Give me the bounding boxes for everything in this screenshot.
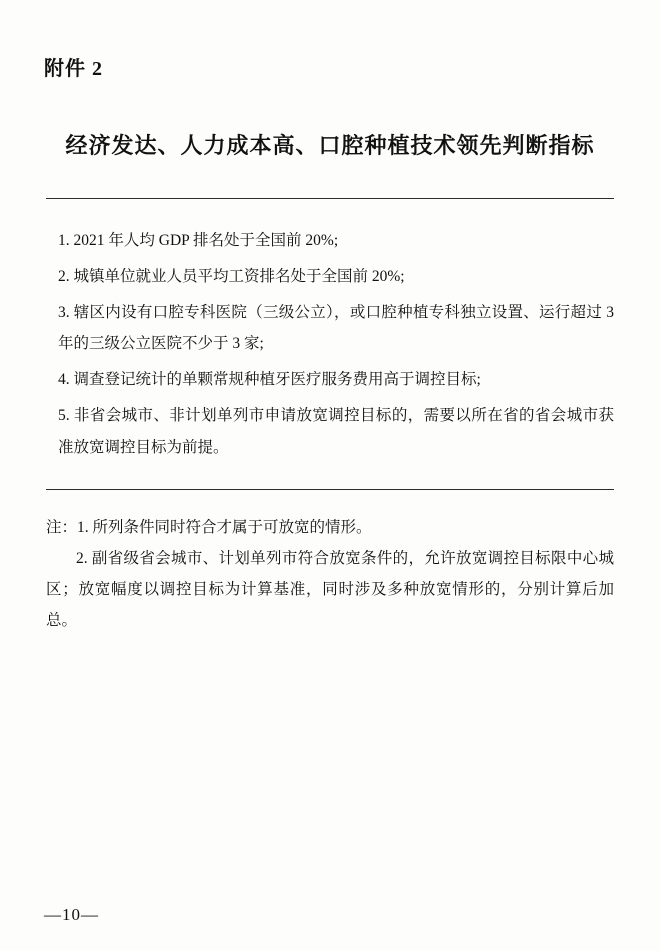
- page-number: —10—: [44, 905, 99, 924]
- list-item: 2. 城镇单位就业人员平均工资排名处于全国前 20%;: [58, 267, 405, 285]
- divider-top: [46, 198, 614, 199]
- page-title: 经济发达、人力成本高、口腔种植技术领先判断指标: [65, 133, 595, 158]
- divider-bottom: [46, 489, 614, 490]
- note-line-2: 2. 副省级省会城市、计划单列市符合放宽条件的，允许放宽调控目标限中心城区；放宽幅度以调控目标为计算基准，同时涉及多种放宽情形的，分别计算后加总。: [46, 550, 614, 630]
- attachment-label: 附件 2: [44, 58, 103, 80]
- criteria-list: [44, 225, 616, 463]
- notes-section: [44, 512, 616, 636]
- list-item: 5. 非省会城市、非计划单列市申请放宽调控目标的，需要以所在省的省会城市获准放宽调控目标为前提。: [58, 406, 614, 456]
- note-line-1: 注：1. 所列条件同时符合才属于可放宽的情形。: [46, 519, 372, 537]
- list-item: 3. 辖区内设有口腔专科医院（三级公立），或口腔种植专科独立设置、运行超过 3 年的三级公立医院不少于 3 家;: [58, 303, 614, 353]
- list-item: 1. 2021 年人均 GDP 排名处于全国前 20%;: [58, 232, 339, 249]
- list-item: 4. 调查登记统计的单颗常规种植牙医疗服务费用高于调控目标;: [58, 371, 481, 389]
